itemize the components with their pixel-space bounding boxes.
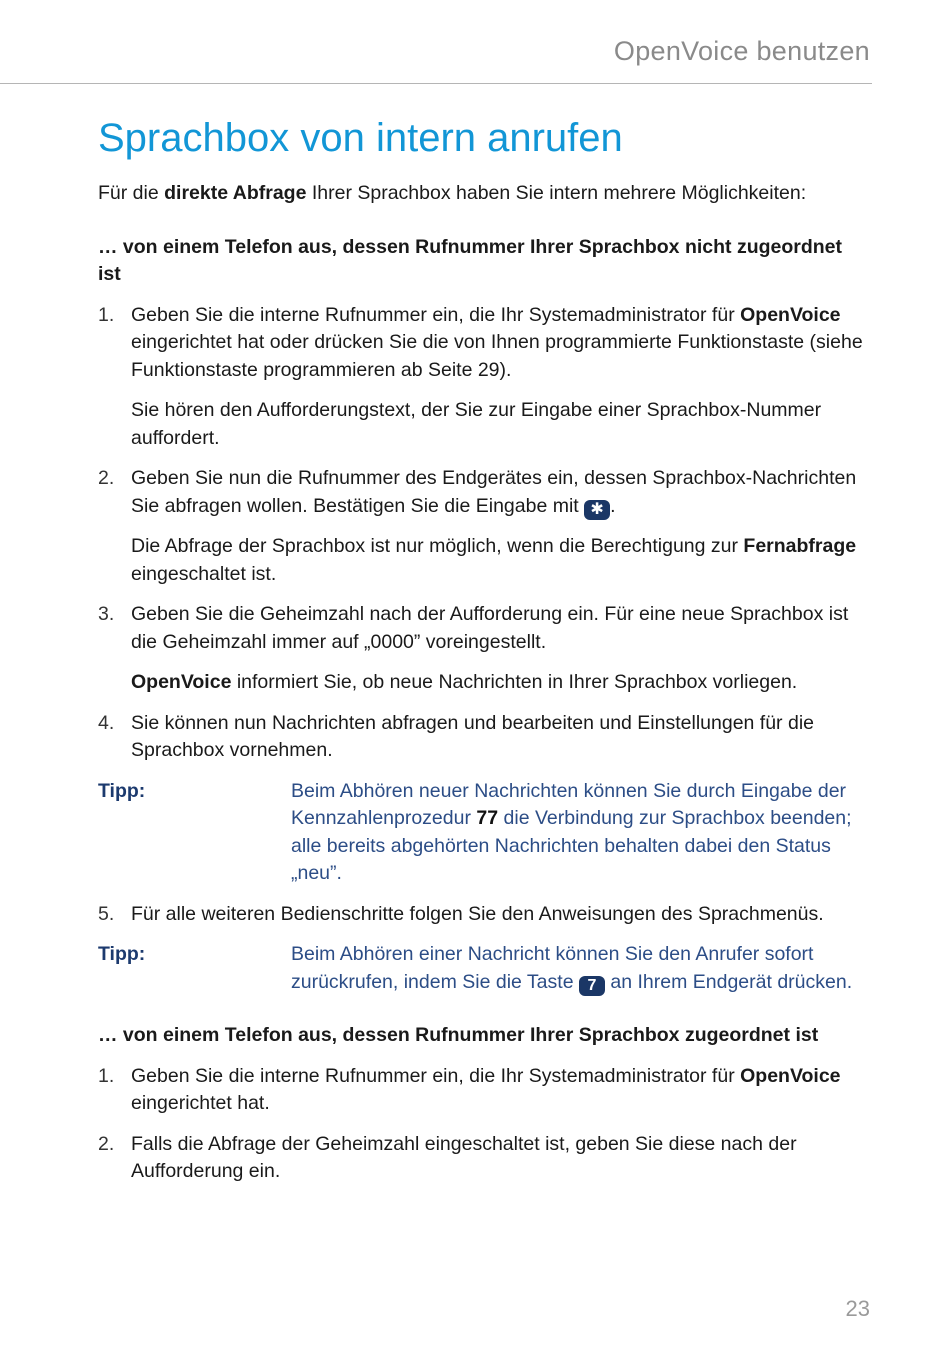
step-text: Geben Sie die Geheimzahl nach der Aufforderung ein. Für eine neue Sprachbox ist die Geheimzahl immer auf „0000” voreingestellt. <box>131 603 849 653</box>
main-content <box>98 180 870 1199</box>
step-number: 5. <box>98 902 115 925</box>
intro-text: Für die <box>98 182 165 204</box>
tip-box <box>98 778 870 888</box>
step-number: 1. <box>98 1064 115 1087</box>
step-number: 2. <box>98 467 115 489</box>
list-item <box>98 710 870 765</box>
step-text: Geben Sie nun die Rufnummer des Endgerätes ein, dessen Sprachbox-Nachrichten Sie abfragen wollen. Bestätigen Sie die Eingabe mit ✱ . <box>131 467 857 518</box>
tip-box <box>98 941 870 996</box>
list-item <box>98 465 870 520</box>
step-note: Sie hören den Aufforderungstext, der Sie zur Eingabe einer Sprachbox-Nummer auffordert. <box>131 399 822 449</box>
section-heading-assigned: … von einem Telefon aus, dessen Rufnummer Ihrer Sprachbox zugeordnet ist <box>98 1024 819 1046</box>
tip-text: Beim Abhören einer Nachricht können Sie den Anrufer sofort zurückrufen, indem Sie die Taste 7 an Ihrem Endgerät drücken. <box>291 943 853 994</box>
tip-label: Tipp: <box>98 779 146 802</box>
intro-text-end: Ihrer Sprachbox haben Sie intern mehrere Möglichkeiten: <box>306 182 807 204</box>
running-header: OpenVoice benutzen <box>613 36 870 66</box>
step-number: 1. <box>98 303 115 326</box>
key-7-icon: 7 <box>579 976 605 996</box>
step-number: 3. <box>98 603 115 625</box>
tip-text: Beim Abhören neuer Nachrichten können Sie durch Eingabe der Kennzahlenprozedur 77 die Verbindung zur Sprachbox beenden; alle bereits abgehörten Nachrichten behalten dabei den Status „neu”. <box>291 779 852 884</box>
step-text: Geben Sie die interne Rufnummer ein, die Ihr Systemadministrator für OpenVoice eingerichtet hat oder drücken Sie die von Ihnen programmierte Funktionstaste (siehe Funktionstaste programmieren ab Seite 29). <box>131 303 863 381</box>
star-key-icon: ✱ <box>584 500 610 520</box>
step-text: Sie können nun Nachrichten abfragen und bearbeiten und Einstellungen für die Sprachbox vornehmen. <box>131 711 814 761</box>
list-item <box>98 302 870 385</box>
page-number: 23 <box>845 1296 870 1321</box>
step-number: 2. <box>98 1132 115 1155</box>
step-note: OpenVoice informiert Sie, ob neue Nachrichten in Ihrer Sprachbox vorliegen. <box>131 671 798 693</box>
tip-label: Tipp: <box>98 943 146 965</box>
list-item <box>98 901 870 929</box>
step-text: Für alle weiteren Bedienschritte folgen Sie den Anweisungen des Sprachmenüs. <box>131 902 824 925</box>
step-text: Geben Sie die interne Rufnummer ein, die Ihr Systemadministrator für OpenVoice eingerichtet hat. <box>131 1064 841 1114</box>
page-title: Sprachbox von intern anrufen <box>98 116 623 160</box>
header-divider <box>0 83 872 84</box>
intro-paragraph <box>98 180 870 208</box>
step-number: 4. <box>98 711 115 734</box>
list-item <box>98 1131 870 1186</box>
intro-bold: direkte Abfrage <box>164 182 307 204</box>
list-item <box>98 1063 870 1118</box>
section-heading-not-assigned: … von einem Telefon aus, dessen Rufnummer Ihrer Sprachbox nicht zugeordnet ist <box>98 235 843 285</box>
step-note: Die Abfrage der Sprachbox ist nur möglich, wenn die Berechtigung zur Fernabfrage eingeschaltet ist. <box>131 535 857 585</box>
step-text: Falls die Abfrage der Geheimzahl eingeschaltet ist, geben Sie diese nach der Aufforderung ein. <box>131 1132 797 1182</box>
list-item <box>98 601 870 656</box>
